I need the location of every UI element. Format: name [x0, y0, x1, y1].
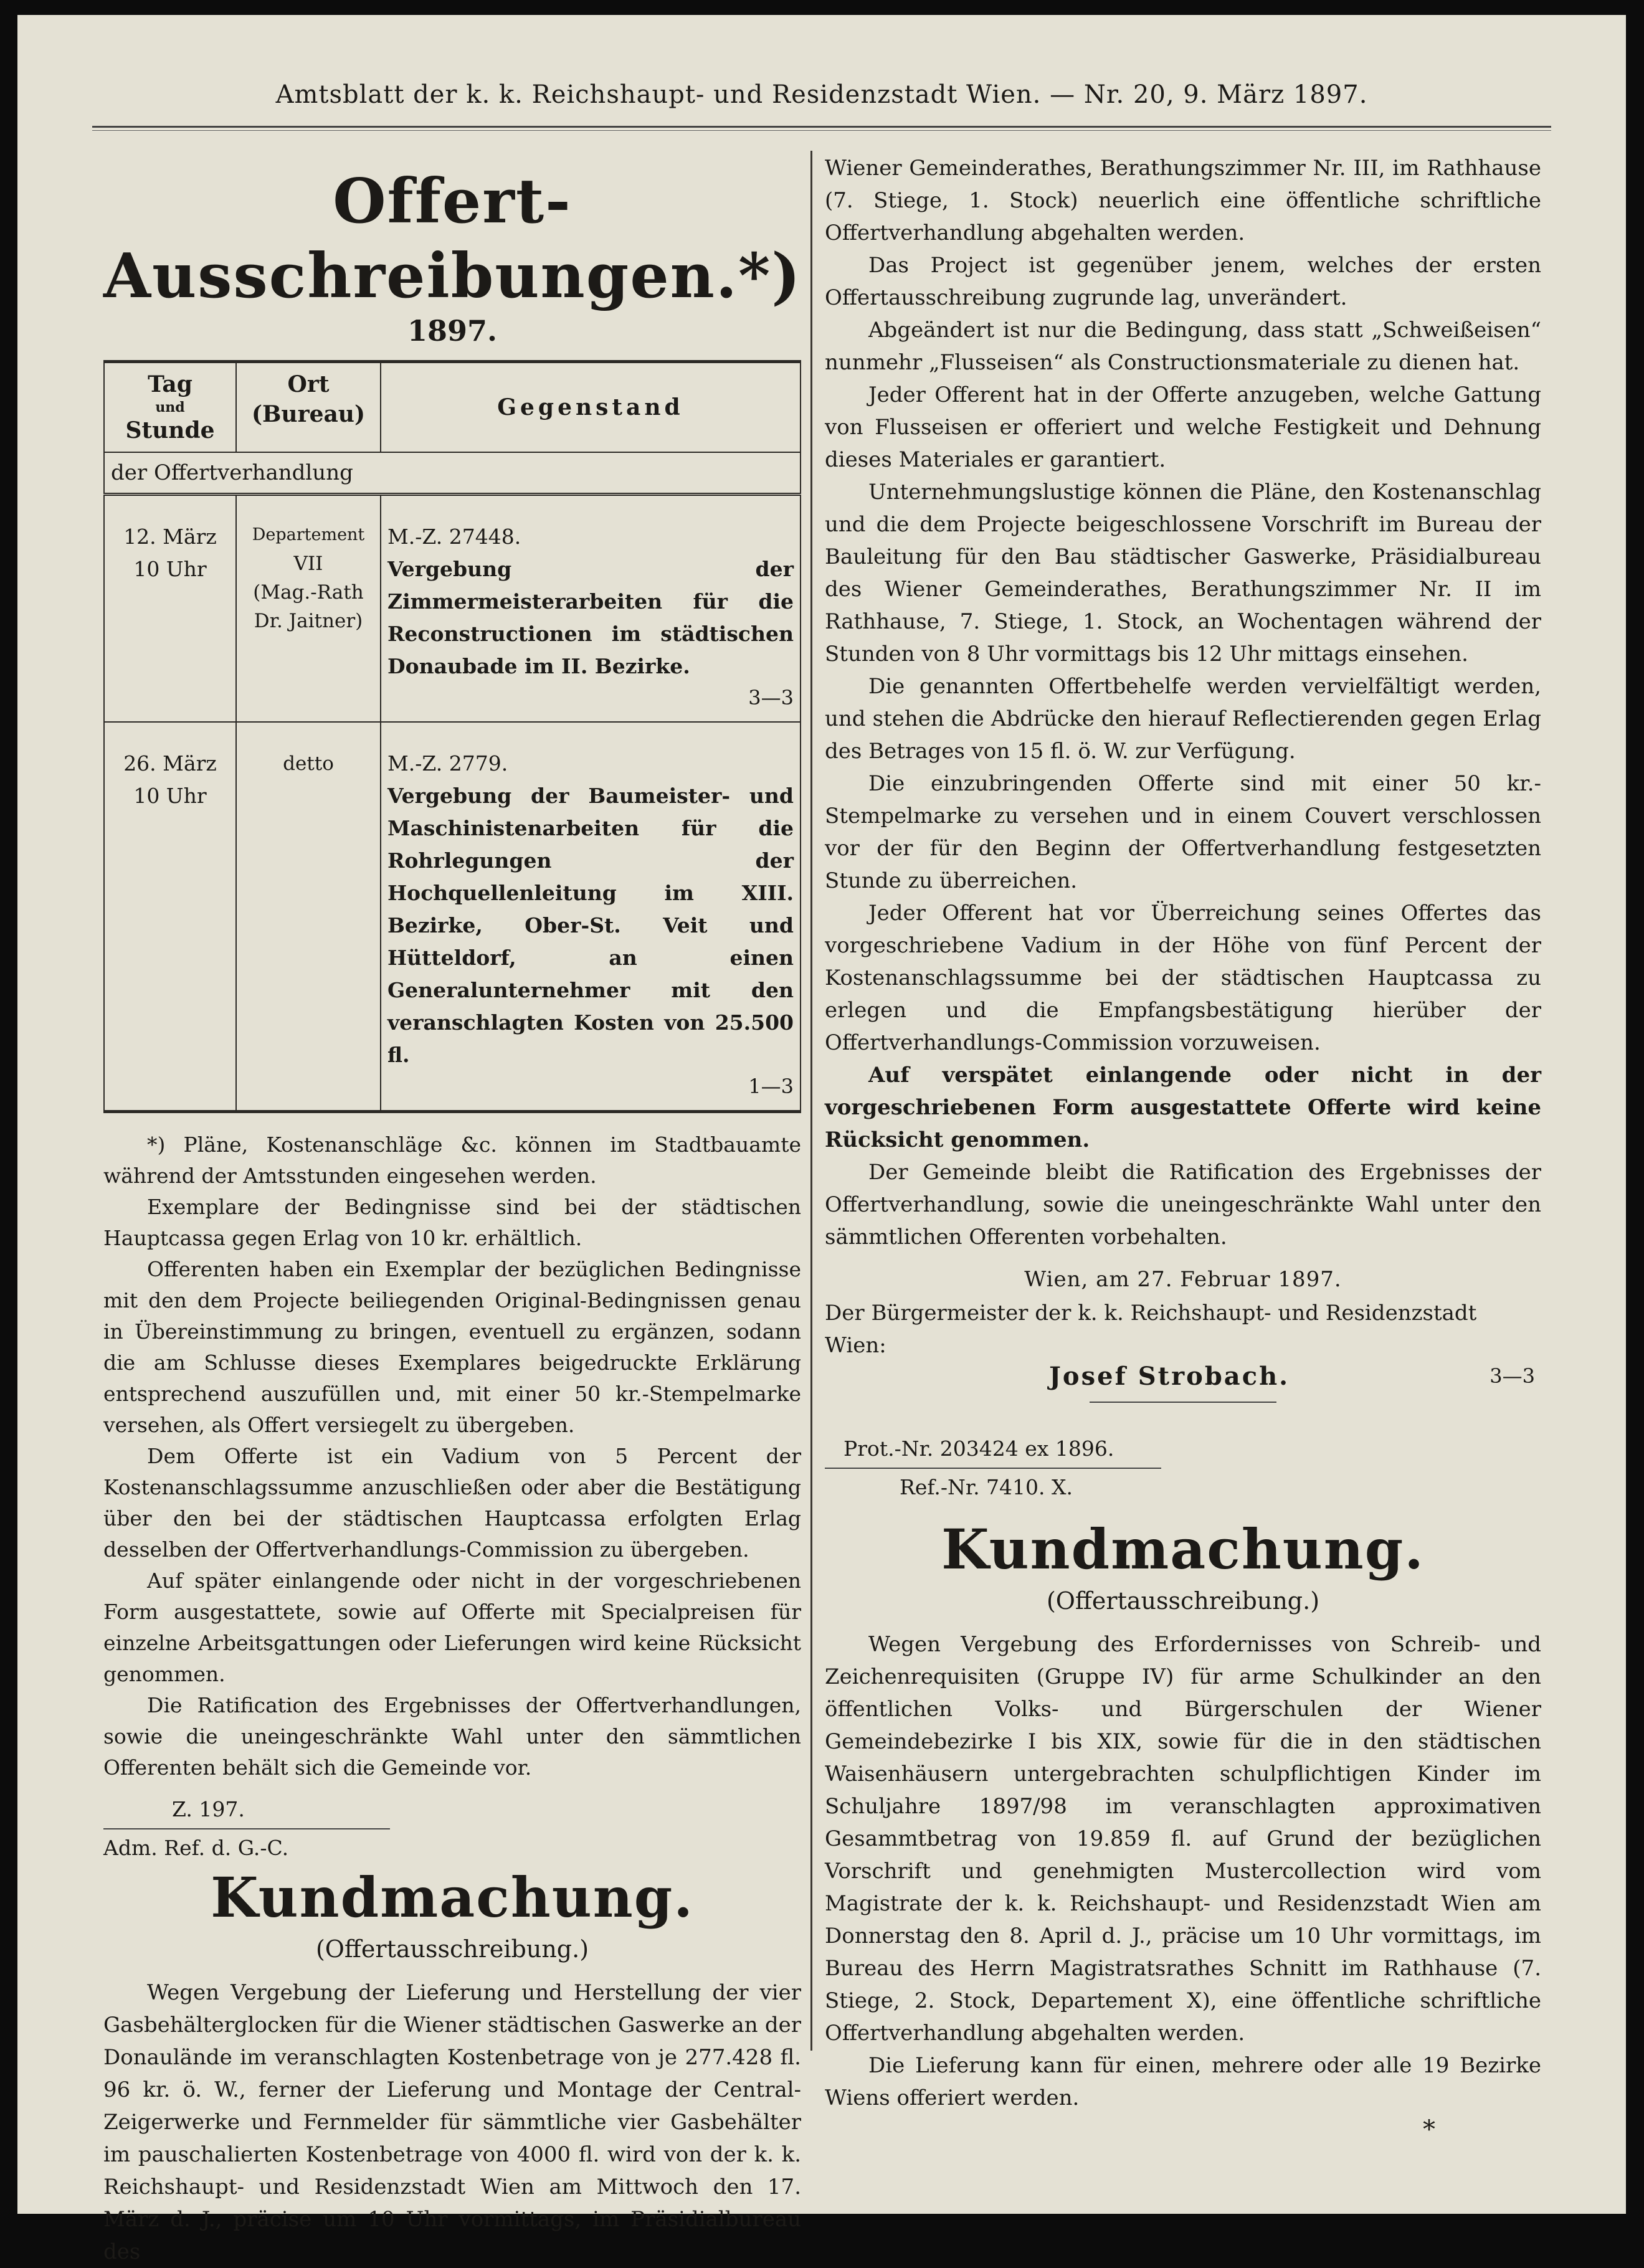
- kundmachung-text-right: Wegen Vergebung des Erfordernisses von Schreib- und Zeichenrequisiten (Gruppe IV) für arme Schulkinder an den öffentlichen Volks- und Bürgerschulen der Wiener Gemeindebezirke I bis XIX, sowie für die in den städtischen Waisenhäusern untergebrachten schulpflichtigen Kinder im Schuljahre 1897/98 im veranschlagten approximativen Gesammtbetrag von 19.859 fl. auf Grund der bezüglichen Vorschrift und genehmigten Mustercollection wird vom Magistrate der k. k. Reichshaupt- und Residenzstadt Wien am Donnerstag den 8. April d. J., präcise um 10 Uhr vormittags, im Bureau des Herrn Magistratsrathes Schnitt im Rathhause (7. Stiege, 2. Stock, Departement X), eine öffentliche schriftliche Offertverhandlung abgehalten werden.: [825, 1632, 1541, 2046]
- page-header: Amtsblatt der k. k. Reichshaupt- und Residenzstadt Wien. — Nr. 20, 9. März 1897.: [275, 80, 1368, 109]
- col-subject-header: Gegenstand: [381, 362, 801, 453]
- mayor-line: Der Bürgermeister der k. k. Reichshaupt- und Residenzstadt Wien:: [825, 1301, 1477, 1358]
- kundmachung-subtitle-right: (Offertausschreibung.): [1046, 1587, 1320, 1615]
- offer-table: [103, 360, 801, 1113]
- column-divider: [810, 151, 812, 2051]
- signature-ref: 3—3: [1490, 1364, 1535, 1388]
- reference-block-right: Prot.-Nr. 203424 ex 1896. Ref.-Nr. 7410. X.: [825, 1434, 1541, 1502]
- kundmachung-subtitle: (Offertausschreibung.): [315, 1935, 589, 1963]
- offer-table-subheader: der Offertverhandlung: [104, 452, 801, 495]
- table-row: 12. März 10 Uhr Departement VII (Mag.-Rath Dr. Jaitner) M.-Z. 27448. Vergebung der Zimmermeisterarbeiten für die Reconstructionen im städtischen Donaubade im II. Bezirke. 3—3: [104, 495, 801, 723]
- record-number: M.-Z. 2779.: [387, 751, 508, 776]
- star-mark: *: [1423, 2115, 1435, 2144]
- table-row: 26. März 10 Uhr detto M.-Z. 2779. Vergebung der Baumeister- und Maschinistenarbeiten für die Rohrlegungen der Hochquellenleitung im XIII. Bezirke, Ober-St. Veit und Hütteldorf, an einen Generalunternehmer mit den veranschlagten Kosten von 25.500 fl. 1—3: [104, 722, 801, 1112]
- left-column: [103, 152, 801, 2268]
- kundmachung-title: Kundmachung.: [211, 1865, 694, 1930]
- header-rule: [92, 126, 1551, 131]
- right-column: Wiener Gemeinderathes, Berathungszimmer Nr. III, im Rathhause (7. Stiege, 1. Stock) neuerlich eine öffentliche schriftliche Offertverhandlung abgehalten werden. Das Project ist gegenüber jenem, welches der ersten Offertausschreibung zugrunde lag, unverändert. Abgeändert ist nur die Bedingung, dass statt „Schweißeisen“ nunmehr „Flusseisen“ als Constructionsmateriale zu dienen hat. Jeder Offerent hat in der Offerte anzugeben, welche Gattung von Flusseisen er offeriert und welche Festigkeit und Dehnung dieses Materiales er garantiert. Unternehmungslustige können die Pläne, den Kostenanschlag und die dem Projecte beigeschlossene Vorschrift im Bureau der Bauleitung für den Bau städtischer Gaswerke, Präsidialbureau des Wiener Gemeinderathes, Berathungszimmer Nr. II im Rathhause, 7. Stiege, 1. Stock, an Wochentagen während der Stunden von 8 Uhr vormittags bis 12 Uhr mittags einsehen. Die genannten Offertbehelfe werden vervielfältigt werden, und stehen die Abdrücke den hierauf Reflectierenden gegen Erlag des Betrages von 15 fl. ö. W. zur Verfügung. Die einzubringenden Offerte sind mit einer 50 kr.-Stempelmarke zu versehen und in einem Couvert verschlossen vor der für den Beginn der Offertverhandlung festgesetzten Stunde zu überreichen. Jeder Offerent hat vor Überreichung seines Offertes das vorgeschriebene Vadium in der Höhe von fünf Percent der Kostenanschlagssumme bei der städtischen Hauptcassa zu erlegen und die Empfangsbestätigung hierüber der Offertverhandlungs-Commission vorzuweisen. Auf verspätet einlangende oder nicht in der vorgeschriebenen Form ausgestattete Offerte wird keine Rücksicht genommen. Der Gemeinde bleibt die Ratification des Ergebnisses der Offertverhandlung, sowie die uneingeschränkte Wahl unter den sämmtlichen Offerenten vorbehalten. Wien, am 27. Februar 1897. Der Bürgermeister der k. k. Reichshaupt- und Residenzstadt Wien: Josef Strobach. 3—3 Prot.-Nr. 203424 ex 1896. Ref.-Nr. 7410. X. Kundmachung. (Offertausschreibung.) Wegen Vergebung des Erfordernisses von Schreib- und Zeichenrequisiten (Gruppe IV) für arme Schulkinder an den öffentlichen Volks- und Bürgerschulen der Wiener Gemeindebezirke I bis XIX, sowie für die in den städtischen Waisenhäusern untergebrachten schulpflichtigen Kinder im Schuljahre 1897/98 im veranschlagten approximativen Gesammtbetrag von 19.859 fl. auf Grund der bezüglichen Vorschrift und genehmigten Mustercollection wird vom Magistrate der k. k. Reichshaupt- und Residenzstadt Wien am Donnerstag den 8. April d. J., präcise um 10 Uhr vormittags, im Bureau des Herrn Magistratsrathes Schnitt im Rathhause (7. Stiege, 2. Stock, Departement X), eine öffentliche schriftliche Offertverhandlung abgehalten werden. Die Lieferung kann für einen, mehrere oder alle 19 Bezirke Wiens offeriert werden. *: [825, 156, 1541, 2144]
- col-date-header: Tag und Stunde: [104, 362, 236, 453]
- kundmachung-text-right-2: Die Lieferung kann für einen, mehrere oder alle 19 Bezirke Wiens offeriert werden.: [825, 2053, 1541, 2110]
- record-number: M.-Z. 27448.: [387, 524, 521, 549]
- reference-block: Z. 197. Adm. Ref. d. G.-C.: [103, 1795, 801, 1863]
- date-line: Wien, am 27. Februar 1897.: [1024, 1267, 1342, 1292]
- subject-text: Vergebung der Baumeister- und Maschinistenarbeiten für die Rohrlegungen der Hochquellenleitung im XIII. Bezirke, Ober-St. Veit und Hütteldorf, an einen Generalunternehmer mit den veranschlagten Kosten von 25.500 fl.: [387, 784, 794, 1067]
- col-place-header: Ort (Bureau): [236, 362, 381, 453]
- signature: Josef Strobach.: [1049, 1362, 1290, 1391]
- subject-text: Vergebung der Zimmermeisterarbeiten für die Reconstructionen im städtischen Donaubade im II. Bezirke.: [387, 557, 794, 678]
- offer-section-title: Offert-Ausschreibungen.*): [103, 166, 802, 312]
- offer-table-header: [104, 362, 801, 453]
- footnote: *) Pläne, Kostenanschläge &c. können im Stadtbauamte während der Amtsstunden eingesehen werden. Exemplare der Bedingnisse sind bei der städtischen Hauptcassa gegen Erlag von 10 kr. erhältlich. Offerenten haben ein Exemplar der bezüglichen Bedingnisse mit den dem Projecte beiliegenden Original-Bedingnissen genau in Übereinstimmung zu bringen, eventuell zu ergänzen, sodann die am Schlusse dieses Exemplares beigedruckte Erklärung entsprechend auszufüllen und, mit einer 50 kr.-Stempelmarke versehen, als Offert versiegelt zu übergeben. Dem Offerte ist ein Vadium von 5 Percent der Kostenanschlagssumme anzuschließen oder aber die Bestätigung über den bei der städtischen Hauptcassa erfolgten Erlag desselben der Offertverhandlungs-Commission zu übergeben. Auf später einlangende oder nicht in der vorgeschriebenen Form ausgestattete, sowie auf Offerte mit Specialpreisen für einzelne Arbeitsgattungen oder Lieferungen wird keine Rücksicht genommen. Die Ratification des Ergebnisses der Offertverhandlungen, sowie die uneingeschränkte Wahl unter den sämmtlichen Offerenten behält sich die Gemeinde vor.: [103, 1132, 801, 1780]
- kundmachung-title-right: Kundmachung.: [941, 1517, 1425, 1582]
- offer-section-year: 1897.: [407, 314, 498, 348]
- kundmachung-text: Wegen Vergebung der Lieferung und Herstellung der vier Gasbehälterglocken für die Wiener städtischen Gaswerke an der Donaulände im veranschlagten Kostenbetrage von je 277.428 fl. 96 kr. ö. W., ferner der Lieferung und Montage der Central-Zeigerwerke und Fernmelder für sämmtliche vier Gasbehälter im pauschalierten Kostenbetrage von 4000 fl. wird von der k. k. Reichshaupt- und Residenzstadt Wien am Mittwoch den 17. März d. J., präcise um 10 Uhr vormittags, im Präsidialbureau des: [103, 1980, 801, 2264]
- page: [17, 15, 1626, 2264]
